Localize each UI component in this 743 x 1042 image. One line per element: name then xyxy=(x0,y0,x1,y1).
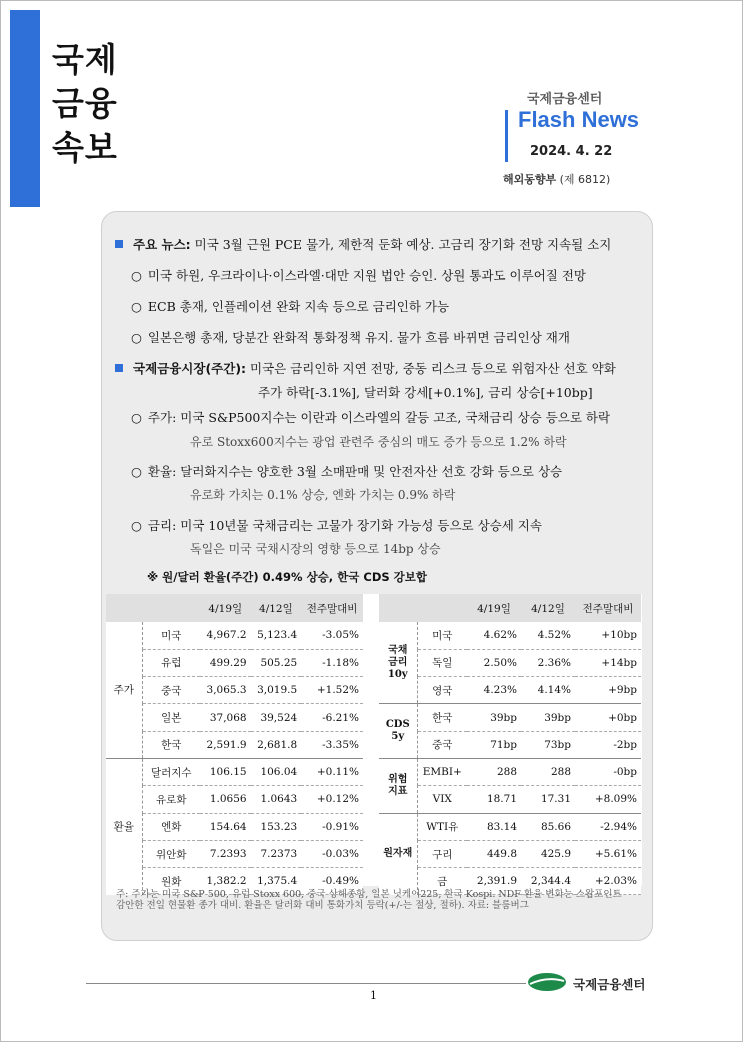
main-news-item-text: 미국 하원, 우크라이나·이스라엘·대만 지원 법안 승인. 상원 통과도 이루어질 전망 xyxy=(147,268,586,283)
cell-value: 4.14% xyxy=(521,677,575,704)
cell-value: 39bp xyxy=(521,704,575,731)
cell-value: 2,681.8 xyxy=(251,731,302,758)
header-cell: 4/12일 xyxy=(521,594,575,622)
circle-bullet-icon: ○ xyxy=(131,330,142,345)
cell-value: -2bp xyxy=(575,731,641,758)
table-row xyxy=(106,840,363,867)
title-line-2: 금융 xyxy=(52,84,118,123)
header-cell xyxy=(142,594,200,622)
table-row xyxy=(379,704,641,731)
cell-value: 1,382.2 xyxy=(200,868,251,895)
row-name: 유로화 xyxy=(142,786,200,813)
cell-value: 153.23 xyxy=(251,813,302,840)
report-title xyxy=(52,38,118,170)
market-item-line2: 독일은 미국 국채시장의 영향 등으로 14bp 상승 xyxy=(190,542,441,556)
group-label: 국채 금리 10y xyxy=(379,622,417,704)
cell-value: 2,591.9 xyxy=(200,731,251,758)
title-line-3: 속보 xyxy=(52,128,118,167)
cell-value: +5.61% xyxy=(575,840,641,867)
row-name: 한국 xyxy=(142,731,200,758)
table-row xyxy=(379,649,641,676)
circle-bullet-icon: ○ xyxy=(131,464,142,479)
cell-value: 505.25 xyxy=(251,649,302,676)
cell-value: 106.04 xyxy=(251,758,302,785)
cell-value: +14bp xyxy=(575,649,641,676)
cell-value: 83.14 xyxy=(467,813,521,840)
cell-value: +0.12% xyxy=(301,786,363,813)
title-accent-bar xyxy=(10,10,40,207)
header-cell: 4/19일 xyxy=(467,594,521,622)
cell-value: 1.0656 xyxy=(200,786,251,813)
market-item-line1: 미국 10년물 국채금리는 고물가 장기화 가능성 등으로 상승세 지속 xyxy=(180,518,542,533)
market-item-line1: 달러화지수는 양호한 3월 소매판매 및 안전자산 선호 강화 등으로 상승 xyxy=(180,464,563,479)
fx-note: ※ 원/달러 환율(주간) 0.49% 상승, 한국 CDS 강보합 xyxy=(147,570,427,584)
group-label: 주가 xyxy=(106,622,142,758)
cell-value: 4,967.2 xyxy=(200,622,251,649)
market-item-label: 주가: xyxy=(147,410,177,425)
market-text-2: 주가 하락[-3.1%], 달러화 강세[+0.1%], 금리 상승[+10bp] xyxy=(258,385,593,400)
bullet-square-icon xyxy=(115,240,123,248)
footnote xyxy=(116,889,622,911)
market-label: 국제금융시장(주간): xyxy=(133,361,247,376)
cell-value: -2.94% xyxy=(575,813,641,840)
market-item-line2: 유로 Stoxx600지수는 광업 관련주 중심의 매도 증가 등으로 1.2% 하락 xyxy=(190,435,567,449)
table-row xyxy=(379,758,641,785)
table-header-row xyxy=(379,594,641,622)
header-cell xyxy=(379,594,417,622)
cell-value: -3.35% xyxy=(301,731,363,758)
cell-value: 1.0643 xyxy=(251,786,302,813)
group-label: 위험 지표 xyxy=(379,758,417,813)
cell-value: 2.50% xyxy=(467,649,521,676)
circle-bullet-icon: ○ xyxy=(131,299,142,314)
row-name: 금 xyxy=(417,868,467,895)
market-item-line1: 미국 S&P500지수는 이란과 이스라엘의 갈등 고조, 국채금리 상승 등으로 하락 xyxy=(180,410,611,425)
cell-value: 73bp xyxy=(521,731,575,758)
row-name: 원화 xyxy=(142,868,200,895)
header-dept xyxy=(503,171,610,187)
circle-bullet-icon: ○ xyxy=(131,268,142,283)
cell-value: 5,123.4 xyxy=(251,622,302,649)
row-name: WTI유 xyxy=(417,813,467,840)
cell-value: -3.05% xyxy=(301,622,363,649)
market-line xyxy=(115,359,616,377)
row-name: 위안화 xyxy=(142,840,200,867)
cell-value: 2,391.9 xyxy=(467,868,521,895)
circle-bullet-icon: ○ xyxy=(131,518,142,533)
row-name: 독일 xyxy=(417,649,467,676)
row-name: 중국 xyxy=(142,677,200,704)
market-item-stock xyxy=(131,408,610,426)
title-line-1: 국제 xyxy=(52,40,118,79)
cell-value: -0.03% xyxy=(301,840,363,867)
kcif-logo-icon xyxy=(527,972,567,992)
cell-value: 288 xyxy=(521,758,575,785)
row-name: VIX xyxy=(417,786,467,813)
table-row xyxy=(379,622,641,649)
footnote-line: 주: 주가는 미국 S&P 500, 유럽 Stoxx 600, 중국 상해종합, 일본 닛케이225, 한국 Kospi. NDF 환율 변화는 스왑포인트 xyxy=(116,889,622,900)
header-flash-news: Flash News xyxy=(518,107,640,132)
bullet-square-icon xyxy=(115,364,123,372)
main-news-text: 미국 3월 근원 PCE 물가, 제한적 둔화 예상. 고금리 장기화 전망 지속될 소지 xyxy=(194,237,612,252)
cell-value: +8.09% xyxy=(575,786,641,813)
cell-value: 17.31 xyxy=(521,786,575,813)
cell-value: 499.29 xyxy=(200,649,251,676)
cell-value: 3,065.3 xyxy=(200,677,251,704)
row-name: 엔화 xyxy=(142,813,200,840)
cell-value: 288 xyxy=(467,758,521,785)
row-name: 유럽 xyxy=(142,649,200,676)
cell-value: +2.03% xyxy=(575,868,641,895)
group-label: CDS 5y xyxy=(379,704,417,759)
cell-value: 71bp xyxy=(467,731,521,758)
header-divider xyxy=(505,110,508,162)
cell-value: 39bp xyxy=(467,704,521,731)
row-name: 달러지수 xyxy=(142,758,200,785)
market-item-fx xyxy=(131,462,562,480)
issue-number: (제 6812) xyxy=(559,173,611,186)
table-row xyxy=(106,649,363,676)
table-header-row xyxy=(106,594,363,622)
row-name: EMBI+ xyxy=(417,758,467,785)
cell-value: -0bp xyxy=(575,758,641,785)
market-text-1: 미국은 금리인하 지연 전망, 중동 리스크 등으로 위험자산 선호 약화 xyxy=(250,361,616,376)
cell-value: 7.2373 xyxy=(251,840,302,867)
main-news-item xyxy=(131,328,570,346)
row-name: 구리 xyxy=(417,840,467,867)
cell-value: +0.11% xyxy=(301,758,363,785)
table-row xyxy=(379,813,641,840)
cell-value: +1.52% xyxy=(301,677,363,704)
header-cell xyxy=(417,594,467,622)
row-name: 영국 xyxy=(417,677,467,704)
page-number: 1 xyxy=(370,989,377,1002)
market-item-label: 금리: xyxy=(147,518,177,533)
main-news-line xyxy=(115,235,611,253)
cell-value: -0.49% xyxy=(301,868,363,895)
group-label: 환율 xyxy=(106,758,142,894)
main-news-label: 주요 뉴스: xyxy=(133,237,191,252)
cell-value: +0bp xyxy=(575,704,641,731)
cell-value: 154.64 xyxy=(200,813,251,840)
table-row xyxy=(106,622,363,649)
main-news-item xyxy=(131,266,586,284)
cell-value: 106.15 xyxy=(200,758,251,785)
header-cell: 4/19일 xyxy=(200,594,251,622)
cell-value: 425.9 xyxy=(521,840,575,867)
cell-value: +9bp xyxy=(575,677,641,704)
main-news-item-text: 일본은행 총재, 당분간 완화적 통화정책 유지. 물가 흐름 바뀌면 금리인상 재개 xyxy=(147,330,570,345)
left-market-table xyxy=(106,594,363,895)
cell-value: -1.18% xyxy=(301,649,363,676)
table-row xyxy=(379,731,641,758)
cell-value: 18.71 xyxy=(467,786,521,813)
header-cell: 전주말대비 xyxy=(301,594,363,622)
cell-value: 4.62% xyxy=(467,622,521,649)
table-row xyxy=(106,704,363,731)
row-name: 한국 xyxy=(417,704,467,731)
cell-value: 85.66 xyxy=(521,813,575,840)
cell-value: 2.36% xyxy=(521,649,575,676)
market-item-label: 환율: xyxy=(147,464,177,479)
row-name: 일본 xyxy=(142,704,200,731)
main-news-item xyxy=(131,297,449,315)
cell-value: 7.2393 xyxy=(200,840,251,867)
cell-value: 2,344.4 xyxy=(521,868,575,895)
table-row xyxy=(379,677,641,704)
row-name: 중국 xyxy=(417,731,467,758)
cell-value: +10bp xyxy=(575,622,641,649)
footnote-line: 감안한 전일 현물환 종가 대비. 환율은 달러화 대비 통화가치 등락(+/-는 절상, 절하). 자료: 블룸버그 xyxy=(116,900,529,911)
header-cell: 4/12일 xyxy=(251,594,302,622)
header-cell: 전주말대비 xyxy=(575,594,641,622)
cell-value: 4.52% xyxy=(521,622,575,649)
cell-value: -6.21% xyxy=(301,704,363,731)
cell-value: 4.23% xyxy=(467,677,521,704)
group-label: 원자재 xyxy=(379,813,417,895)
dept-name: 해외동향부 xyxy=(503,173,557,186)
header-cell xyxy=(106,594,142,622)
cell-value: 449.8 xyxy=(467,840,521,867)
cell-value: 39,524 xyxy=(251,704,302,731)
cell-value: 1,375.4 xyxy=(251,868,302,895)
footer-org: 국제금융센터 xyxy=(573,977,646,992)
market-item-rates xyxy=(131,516,542,534)
footer-rule xyxy=(86,983,526,984)
cell-value: -0.91% xyxy=(301,813,363,840)
table-row xyxy=(379,786,641,813)
header-org: 국제금융센터 xyxy=(527,92,603,107)
table-row xyxy=(106,813,363,840)
right-market-table xyxy=(379,594,641,895)
header-date: 2024. 4. 22 xyxy=(530,144,613,159)
market-item-line2: 유로화 가치는 0.1% 상승, 엔화 가치는 0.9% 하락 xyxy=(190,488,456,502)
row-name: 미국 xyxy=(417,622,467,649)
row-name: 미국 xyxy=(142,622,200,649)
table-row xyxy=(106,677,363,704)
cell-value: 37,068 xyxy=(200,704,251,731)
table-row xyxy=(379,840,641,867)
cell-value: 3,019.5 xyxy=(251,677,302,704)
table-row xyxy=(106,758,363,785)
table-row xyxy=(106,731,363,758)
circle-bullet-icon: ○ xyxy=(131,410,142,425)
table-row xyxy=(106,786,363,813)
main-news-item-text: ECB 총재, 인플레이션 완화 지속 등으로 금리인하 가능 xyxy=(147,299,450,314)
